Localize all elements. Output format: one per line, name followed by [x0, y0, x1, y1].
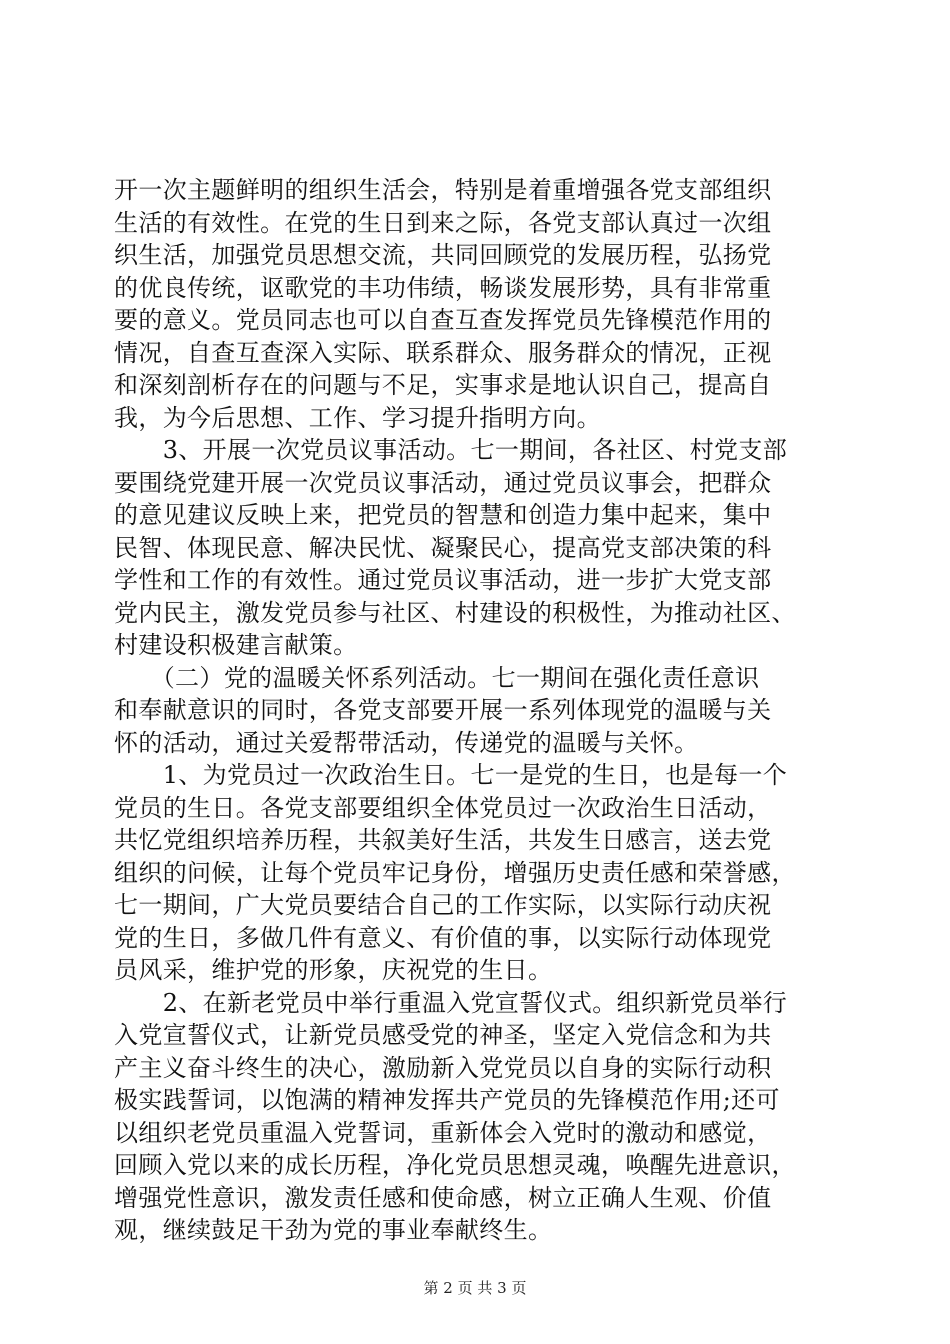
document-body [114, 174, 834, 1247]
text-line: 开一次主题鲜明的组织生活会，特别是着重增强各党支部组织 [114, 176, 772, 204]
text-line: 1、为党员过一次政治生日。七一是党的生日，也是每一个 [114, 761, 788, 789]
text-line: 的意见建议反映上来，把党员的智慧和创造力集中起来，集中 [114, 501, 772, 529]
text-line: 2、在新老党员中举行重温入党宣誓仪式。组织新党员举行 [114, 988, 788, 1017]
text-line: 织生活，加强党员思想交流，共同回顾党的发展历程，弘扬党 [114, 241, 772, 269]
text-line: 学性和工作的有效性。通过党员议事活动，进一步扩大党支部 [114, 566, 772, 594]
text-line: 党的生日，多做几件有意义、有价值的事，以实际行动体现党 [114, 923, 772, 952]
text-line: 七一期间，广大党员要结合自己的工作实际，以实际行动庆祝 [114, 891, 772, 919]
text-line: 组织的问候，让每个党员牢记身份，增强历史责任感和荣誉感， [114, 858, 796, 887]
text-line: 和深刻剖析存在的问题与不足，实事求是地认识自己，提高自 [114, 371, 772, 399]
text-line: 员风采，维护党的形象，庆祝党的生日。 [114, 956, 553, 984]
text-line: 共忆党组织培养历程，共叙美好生活，共发生日感言，送去党 [114, 826, 772, 854]
text-line: 情况，自查互查深入实际、联系群众、服务群众的情况，正视 [114, 338, 772, 367]
text-line: 要的意义。党员同志也可以自查互查发挥党员先锋模范作用的 [114, 306, 772, 334]
text-line: 极实践誓词，以饱满的精神发挥共产党员的先锋模范作用;还可 [114, 1086, 780, 1114]
page-footer: 第 2 页 共 3 页 [423, 1279, 527, 1297]
text-line: 入党宣誓仪式，让新党员感受党的神圣，坚定入党信念和为共 [114, 1021, 772, 1049]
text-line: 产主义奋斗终生的决心，激励新入党党员以自身的实际行动积 [114, 1053, 772, 1082]
text-line: 我，为今后思想、工作、学习提升指明方向。 [114, 403, 601, 432]
text-line: 要围绕党建开展一次党员议事活动，通过党员议事会，把群众 [114, 468, 772, 497]
text-line: 村建设积极建言献策。 [114, 631, 358, 659]
text-line: 观，继续鼓足干劲为党的事业奉献终生。 [114, 1216, 553, 1244]
text-line: 的优良传统，讴歌党的丰功伟绩，畅谈发展形势，具有非常重 [114, 273, 772, 302]
text-line: 党员的生日。各党支部要组织全体党员过一次政治生日活动， [114, 793, 772, 822]
text-line: （二）党的温暖关怀系列活动。七一期间在强化责任意识 [114, 663, 760, 692]
text-line: 增强党性意识，激发责任感和使命感，树立正确人生观、价值 [114, 1183, 772, 1212]
text-line: 以组织老党员重温入党誓词，重新体会入党时的激动和感觉， [114, 1118, 772, 1147]
text-line: 生活的有效性。在党的生日到来之际，各党支部认真过一次组 [114, 208, 772, 237]
text-line: 和奉献意识的同时，各党支部要开展一系列体现党的温暖与关 [114, 696, 772, 724]
text-line: 回顾入党以来的成长历程，净化党员思想灵魂，唤醒先进意识， [114, 1151, 796, 1179]
text-line: 民智、体现民意、解决民忧、凝聚民心，提高党支部决策的科 [114, 533, 772, 562]
text-line: 3、开展一次党员议事活动。七一期间，各社区、村党支部 [114, 436, 788, 464]
text-line: 怀的活动，通过关爱帮带活动，传递党的温暖与关怀。 [114, 728, 699, 757]
text-line: 党内民主，激发党员参与社区、村建设的积极性，为推动社区、 [114, 598, 796, 627]
